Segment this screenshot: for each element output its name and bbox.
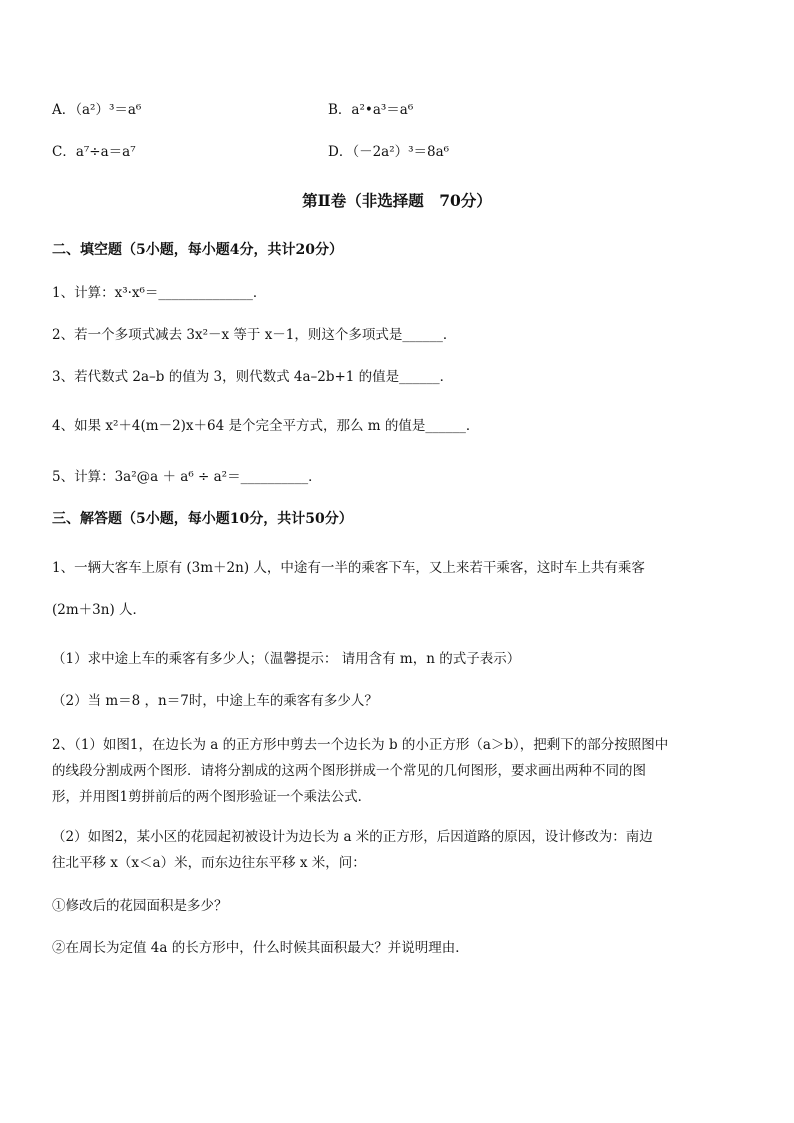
q2-part2-line1: （2）如图2，某小区的花园起初被设计为边长为 a 米的正方形，后因道路的原因，设计修改为：南边 (52, 829, 653, 845)
section3-heading: 三、解答题（5小题，每小题10分，共计50分） (52, 511, 353, 527)
fill-question-2: 2、若一个多项式减去 3x²－x 等于 x－1，则这个多项式是______． (52, 327, 457, 343)
q1-stem-line2: (2m＋3n) 人． (52, 602, 146, 618)
q1-part1: （1）求中途上车的乘客有多少人；（温馨提示： 请用含有 m，n 的式子表示） (52, 651, 521, 667)
fill-question-3: 3、若代数式 2a–b 的值为 3，则代数式 4a–2b+1 的值是______． (52, 369, 454, 385)
option-b: B．a²•a³＝a⁶ (328, 102, 414, 118)
option-d: D．（－2a²）³＝8a⁶ (328, 144, 450, 160)
fill-question-5: 5、计算：3a²@a ＋ a⁶ ÷ a²＝__________． (52, 469, 322, 485)
fill-question-1: 1、计算：x³·x⁶＝______________． (52, 285, 267, 301)
q1-part2: （2）当 m＝8 ，n＝7时，中途上车的乘客有多少人？ (52, 693, 378, 709)
q2-part1-line1: 2、（1）如图1，在边长为 a 的正方形中剪去一个边长为 b 的小正方形（a＞b），把剩下的部分按照图中 (52, 737, 669, 753)
fill-question-4: 4、如果 x²＋4(m－2)x＋64 是个完全平方式，那么 m 的值是______． (52, 418, 480, 434)
option-c: C．a⁷÷a＝a⁷ (52, 144, 136, 160)
part2-title: 第Ⅱ卷（非选择题 70分） (302, 191, 492, 210)
q2-sub1: ①修改后的花园面积是多少？ (52, 898, 228, 914)
q2-part2-line2: 往北平移 x（x＜a）米，而东边往东平移 x 米，问： (52, 855, 366, 871)
q2-sub2: ②在周长为定值 4a 的长方形中，什么时候其面积最大？并说明理由． (52, 940, 469, 956)
q2-part1-line2: 的线段分割成两个图形．请将分割成的这两个图形拼成一个常见的几何图形，要求画出两种不同的图 (52, 763, 646, 779)
q1-stem-line1: 1、一辆大客车上原有 (3m＋2n) 人，中途有一半的乘客下车，又上来若干乘客，这时车上共有乘客 (52, 560, 645, 576)
q2-part1-line3: 形，并用图1剪拼前后的两个图形验证一个乘法公式． (52, 789, 372, 805)
section2-heading: 二、填空题（5小题，每小题4分，共计20分） (52, 242, 343, 258)
option-a: A．（a²）³＝a⁶ (52, 102, 142, 118)
